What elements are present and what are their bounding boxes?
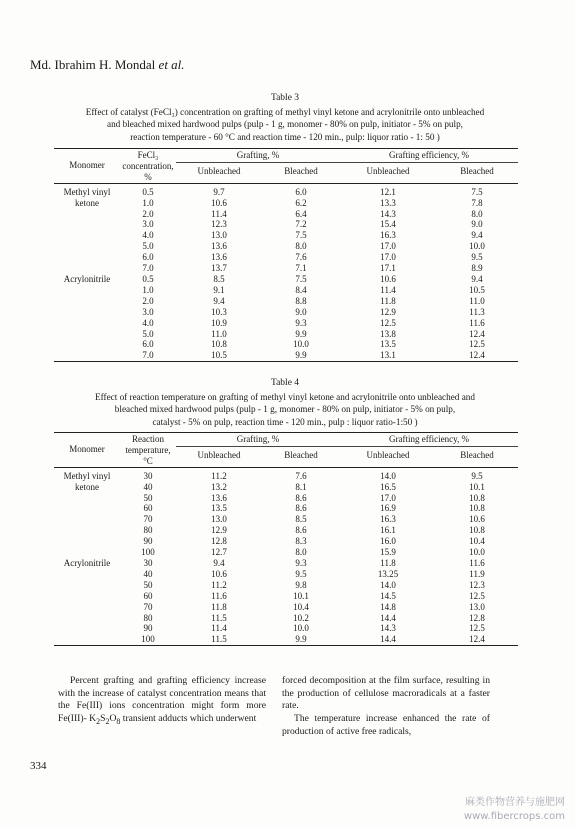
efficiency-unbleached-cell: 11.8 (380, 557, 396, 568)
body-column-left (58, 675, 266, 729)
monomer-header: Monomer (69, 444, 105, 455)
grafting-unbleached-cell: 10.9 (211, 317, 227, 328)
conc-cell: 2.0 (142, 208, 154, 219)
text-line: macroradicals at a faster rate. (282, 687, 490, 712)
grafting-bleached-cell: 8.5 (295, 514, 307, 525)
grafting-unbleached-cell: 9.4 (213, 557, 225, 568)
table-row (54, 329, 518, 340)
monomer-cell (54, 296, 120, 307)
running-head (30, 57, 185, 73)
grafting-unbleached-cell: 11.6 (211, 590, 227, 601)
efficiency-bleached-cell: 12.8 (469, 612, 485, 623)
table-row (54, 558, 518, 569)
grafting-unbleached-cell: 13.6 (211, 492, 227, 503)
monomer-cell (54, 230, 120, 241)
grafting-bleached-cell: 9.8 (295, 579, 307, 590)
efficiency-bleached-cell: 10.5 (469, 284, 485, 295)
author-name: Md. Ibrahim H. Mondal (30, 57, 156, 72)
table-row (54, 241, 518, 252)
conc-cell: 4.0 (142, 230, 154, 241)
grafting-bleached-cell: 10.4 (293, 601, 309, 612)
caption-line: Effect of reaction temperature on grafting of methyl vinyl ketone and acrylonitrile onto unbleached and (95, 391, 475, 402)
temp-header-line: Reaction (132, 434, 164, 444)
conc-cell: 7.0 (142, 263, 154, 274)
monomer-cell (54, 252, 120, 263)
monomer-cell (54, 602, 120, 613)
efficiency-unbleached-cell: 16.0 (380, 536, 396, 547)
efficiency-bleached-cell: 9.0 (471, 219, 483, 230)
monomer-cell (54, 350, 120, 361)
grafting-unbleached-cell: 10.3 (211, 306, 227, 317)
grafting-bleached-cell: 9.9 (295, 634, 307, 645)
conc-cell: 4.0 (142, 317, 154, 328)
unbleached-header: Unbleached (197, 165, 241, 176)
text-line: increase with the increase of catalyst (58, 675, 266, 699)
table-row (54, 274, 518, 285)
efficiency-header: Grafting efficiency, % (340, 149, 518, 163)
grafting-bleached-cell: 6.0 (295, 186, 307, 197)
efficiency-bleached-cell: 10.0 (469, 547, 485, 558)
text-line: Percent grafting and grafting efficiency (70, 675, 230, 686)
efficiency-unbleached-cell: 16.5 (380, 481, 396, 492)
efficiency-bleached-cell: 11.0 (469, 295, 485, 306)
efficiency-bleached-cell: 13.0 (469, 601, 485, 612)
grafting-bleached-cell: 10.0 (293, 339, 309, 350)
grafting-bleached-cell: 7.5 (295, 230, 307, 241)
grafting-bleached-cell: 8.3 (295, 536, 307, 547)
text-line: rate of production of active free radicals, (282, 713, 490, 737)
efficiency-unbleached-cell: 15.9 (380, 547, 396, 558)
table-row (54, 623, 518, 634)
grafting-unbleached-cell: 10.8 (211, 339, 227, 350)
monomer-cell (54, 318, 120, 329)
table3-caption (40, 92, 530, 143)
monomer-cell (54, 263, 120, 274)
conc-cell: 0.5 (142, 273, 154, 284)
table-row (54, 350, 518, 361)
grafting-bleached-cell: 10.2 (293, 612, 309, 623)
efficiency-unbleached-cell: 15.4 (380, 219, 396, 230)
grafting-unbleached-cell: 12.7 (211, 547, 227, 558)
unbleached-header: Unbleached (197, 449, 241, 460)
grafting-bleached-cell: 7.2 (295, 219, 307, 230)
efficiency-bleached-cell: 11.6 (469, 317, 485, 328)
table-row (54, 198, 518, 209)
table-row (54, 525, 518, 536)
conc-cell: 50 (143, 492, 153, 503)
grafting-bleached-cell: 6.2 (295, 197, 307, 208)
conc-cell: 90 (143, 536, 153, 547)
table-row (54, 514, 518, 525)
grafting-unbleached-cell: 12.3 (211, 219, 227, 230)
grafting-bleached-cell: 9.5 (295, 568, 307, 579)
table4-body (54, 467, 518, 646)
table-row (54, 634, 518, 645)
grafting-header: Grafting, % (176, 149, 340, 163)
efficiency-unbleached-cell: 17.0 (380, 252, 396, 263)
efficiency-bleached-cell: 12.4 (469, 634, 485, 645)
grafting-unbleached-cell: 10.5 (211, 350, 227, 361)
grafting-unbleached-cell: 9.4 (213, 295, 225, 306)
text-line: forced decomposition at the film surface, (282, 675, 443, 686)
grafting-unbleached-cell: 13.7 (211, 263, 227, 274)
conc-cell: 100 (141, 634, 155, 645)
text-line: concentration means that the Fe(III) ions (58, 687, 267, 712)
table-row (54, 482, 518, 493)
monomer-cell (54, 547, 120, 558)
paragraph (282, 675, 490, 713)
grafting-unbleached-cell: 10.6 (211, 197, 227, 208)
efficiency-unbleached-cell: 12.1 (380, 186, 396, 197)
paragraph (282, 713, 490, 738)
caption-line: bleached mixed hardwood pulps (pulp - 1 g, monomer - 80% on pulp, initiator - 5% on pulp, (114, 404, 456, 414)
efficiency-unbleached-cell: 12.9 (380, 306, 396, 317)
efficiency-unbleached-cell: 14.4 (380, 634, 396, 645)
conc-cell: 5.0 (142, 241, 154, 252)
table4-number: Table 4 (270, 378, 300, 388)
grafting-unbleached-cell: 11.2 (211, 579, 227, 590)
monomer-cell (54, 623, 120, 634)
efficiency-bleached-cell: 12.4 (469, 328, 485, 339)
efficiency-unbleached-cell: 14.5 (380, 590, 396, 601)
efficiency-bleached-cell: 10.8 (469, 492, 485, 503)
efficiency-unbleached-cell: 16.9 (380, 503, 396, 514)
grafting-bleached-cell: 9.0 (295, 306, 307, 317)
body-column-right (282, 675, 490, 739)
efficiency-bleached-cell: 11.6 (469, 557, 485, 568)
monomer-cell (54, 514, 120, 525)
monomer-cell (54, 285, 120, 296)
efficiency-bleached-cell: 10.6 (469, 514, 485, 525)
monomer-cell (54, 536, 120, 547)
efficiency-unbleached-cell: 14.0 (380, 470, 396, 481)
monomer-cell (54, 503, 120, 514)
conc-cell: 70 (143, 601, 153, 612)
watermark (464, 796, 565, 824)
table-row (54, 613, 518, 624)
grafting-bleached-cell: 7.1 (295, 263, 307, 274)
monomer-cell (54, 591, 120, 602)
table-row (54, 252, 518, 263)
table4-caption (40, 377, 530, 428)
efficiency-bleached-cell: 9.4 (471, 273, 483, 284)
grafting-unbleached-cell: 11.5 (211, 612, 227, 623)
bleached-header: Bleached (284, 165, 318, 176)
grafting-unbleached-cell: 11.0 (211, 328, 227, 339)
grafting-bleached-cell: 10.1 (293, 590, 309, 601)
table3 (54, 148, 518, 362)
grafting-bleached-cell: 8.8 (295, 295, 307, 306)
grafting-unbleached-cell: 11.4 (211, 623, 227, 634)
conc-cell: 3.0 (142, 306, 154, 317)
monomer-cell (54, 634, 120, 645)
conc-cell: 1.0 (142, 284, 154, 295)
efficiency-bleached-cell: 12.5 (469, 339, 485, 350)
caption-line: Effect of catalyst (FeCl₃) concentration on grafting of methyl vinyl ketone and acrylonitrile onto unbleached (85, 106, 485, 117)
grafting-bleached-cell: 7.6 (295, 470, 307, 481)
table-row (54, 467, 518, 481)
grafting-bleached-cell: 9.9 (295, 350, 307, 361)
grafting-bleached-cell: 9.3 (295, 317, 307, 328)
efficiency-bleached-cell: 7.8 (471, 197, 483, 208)
grafting-bleached-cell: 9.9 (295, 328, 307, 339)
grafting-bleached-cell: 9.3 (295, 557, 307, 568)
efficiency-unbleached-cell: 14.0 (380, 579, 396, 590)
bleached-header: Bleached (460, 449, 494, 460)
efficiency-unbleached-cell: 17.0 (380, 241, 396, 252)
grafting-unbleached-cell: 8.5 (213, 273, 225, 284)
efficiency-unbleached-cell: 12.5 (380, 317, 396, 328)
grafting-bleached-cell: 8.6 (295, 525, 307, 536)
conc-cell: 0.5 (142, 186, 154, 197)
temp-header-line: temperature, (125, 444, 171, 455)
caption-line: and bleached mixed hardwood pulps (pulp - 1 g, monomer - 80% on pulp, initiator - 5% on pulp, (107, 119, 463, 129)
bleached-header: Bleached (284, 449, 318, 460)
monomer-header: Monomer (69, 160, 105, 171)
grafting-unbleached-cell: 13.2 (211, 481, 227, 492)
grafting-bleached-cell: 10.0 (293, 623, 309, 634)
grafting-unbleached-cell: 11.2 (211, 470, 227, 481)
monomer-cell (54, 569, 120, 580)
efficiency-bleached-cell: 8.9 (471, 263, 483, 274)
grafting-unbleached-cell: 9.7 (213, 186, 225, 197)
efficiency-bleached-cell: 12.3 (469, 579, 485, 590)
caption-line: reaction temperature - 60 °C and reaction time - 120 min., pulp: liquor ratio - 1: 50 ) (130, 131, 440, 142)
monomer-cell: ketone (75, 481, 99, 492)
table-row (54, 318, 518, 329)
conc-cell: 70 (143, 514, 153, 525)
conc-header-line: concentration, (122, 160, 174, 171)
conc-cell: 30 (143, 557, 153, 568)
efficiency-unbleached-cell: 14.4 (380, 612, 396, 623)
grafting-unbleached-cell: 13.6 (211, 241, 227, 252)
table-row (54, 339, 518, 350)
conc-cell: 60 (143, 503, 153, 514)
text-line: concentration might form more Fe(III)- (58, 700, 267, 725)
grafting-bleached-cell: 8.1 (295, 481, 307, 492)
unbleached-header: Unbleached (366, 165, 410, 176)
efficiency-unbleached-cell: 14.3 (380, 208, 396, 219)
monomer-cell (54, 209, 120, 220)
efficiency-bleached-cell: 11.9 (469, 568, 485, 579)
conc-cell: 60 (143, 590, 153, 601)
unbleached-header: Unbleached (366, 449, 410, 460)
table-row (54, 219, 518, 230)
temp-header-line: °C (143, 455, 153, 466)
conc-cell: 2.0 (142, 295, 154, 306)
efficiency-bleached-cell: 10.8 (469, 503, 485, 514)
grafting-unbleached-cell: 10.6 (211, 568, 227, 579)
conc-cell: 1.0 (142, 197, 154, 208)
efficiency-unbleached-cell: 13.3 (380, 197, 396, 208)
monomer-cell (54, 307, 120, 318)
table-row (54, 183, 518, 197)
table3-number: Table 3 (270, 93, 300, 103)
monomer-cell (54, 219, 120, 230)
grafting-unbleached-cell: 9.1 (213, 284, 225, 295)
grafting-bleached-cell: 7.6 (295, 252, 307, 263)
table-row (54, 536, 518, 547)
text-line: The temperature increase enhanced the (294, 713, 457, 725)
grafting-unbleached-cell: 13.6 (211, 252, 227, 263)
conc-cell: 3.0 (142, 219, 154, 230)
grafting-unbleached-cell: 13.0 (211, 230, 227, 241)
bleached-header: Bleached (460, 165, 494, 176)
monomer-cell (54, 613, 120, 624)
conc-cell: 5.0 (142, 328, 154, 339)
table-row (54, 493, 518, 504)
table-row (54, 580, 518, 591)
table-row (54, 230, 518, 241)
grafting-bleached-cell: 8.4 (295, 284, 307, 295)
conc-cell: 6.0 (142, 252, 154, 263)
table-row (54, 307, 518, 318)
efficiency-unbleached-cell: 11.4 (380, 284, 396, 295)
grafting-unbleached-cell: 13.0 (211, 514, 227, 525)
grafting-bleached-cell: 8.6 (295, 492, 307, 503)
conc-cell: 50 (143, 579, 153, 590)
efficiency-bleached-cell: 9.5 (471, 252, 483, 263)
conc-cell: 80 (143, 525, 153, 536)
watermark-line: www.fibercrops.com (463, 811, 565, 822)
table-row (54, 209, 518, 220)
efficiency-unbleached-cell: 17.0 (380, 492, 396, 503)
efficiency-bleached-cell: 12.5 (469, 623, 485, 634)
grafting-unbleached-cell: 11.8 (211, 601, 227, 612)
page-number: 334 (30, 760, 47, 772)
text-line: transient adducts which underwent (120, 713, 257, 725)
monomer-cell: Methyl vinyl (63, 470, 111, 481)
monomer-cell: ketone (75, 197, 99, 208)
grafting-unbleached-cell: 13.5 (211, 503, 227, 514)
table-row (54, 569, 518, 580)
conc-header-line: FeCl₃ (137, 150, 159, 160)
table-row (54, 503, 518, 514)
efficiency-bleached-cell: 10.8 (469, 525, 485, 536)
efficiency-bleached-cell: 10.0 (469, 241, 485, 252)
efficiency-unbleached-cell: 14.3 (380, 623, 396, 634)
efficiency-bleached-cell: 9.5 (471, 470, 483, 481)
grafting-bleached-cell: 8.6 (295, 503, 307, 514)
monomer-cell: Methyl vinyl (63, 186, 111, 197)
efficiency-unbleached-cell: 13.8 (380, 328, 396, 339)
conc-cell: 40 (143, 481, 153, 492)
efficiency-bleached-cell: 10.4 (469, 536, 485, 547)
monomer-cell: Acrylonitrile (63, 273, 111, 284)
efficiency-unbleached-cell: 10.6 (380, 273, 396, 284)
et-al: et al. (158, 57, 185, 72)
table-row (54, 285, 518, 296)
grafting-bleached-cell: 8.0 (295, 241, 307, 252)
table-row (54, 591, 518, 602)
efficiency-unbleached-cell: 11.8 (380, 295, 396, 306)
efficiency-unbleached-cell: 16.3 (380, 230, 396, 241)
efficiency-unbleached-cell: 13.5 (380, 339, 396, 350)
efficiency-unbleached-cell: 17.1 (380, 263, 396, 274)
monomer-cell (54, 329, 120, 340)
caption-line: catalyst - 5% on pulp, reaction time - 120 min., pulp : liquor ratio-1:50 ) (152, 416, 418, 427)
table-row (54, 296, 518, 307)
watermark-line: 麻类作物营养与施肥网 (465, 797, 565, 808)
efficiency-unbleached-cell: 14.8 (380, 601, 396, 612)
concentration-header (120, 149, 176, 184)
grafting-bleached-cell: 6.4 (295, 208, 307, 219)
grafting-unbleached-cell: 12.8 (211, 536, 227, 547)
table-row (54, 547, 518, 558)
monomer-cell (54, 339, 120, 350)
conc-cell: 80 (143, 612, 153, 623)
paragraph (58, 675, 266, 729)
conc-header-line: % (144, 171, 152, 182)
conc-cell: 30 (143, 470, 153, 481)
grafting-header: Grafting, % (176, 433, 340, 447)
monomer-cell (54, 525, 120, 536)
table4 (54, 432, 518, 646)
conc-cell: 40 (143, 568, 153, 579)
table3-body (54, 183, 518, 362)
temperature-header (120, 433, 176, 468)
efficiency-header: Grafting efficiency, % (340, 433, 518, 447)
conc-cell: 100 (141, 547, 155, 558)
table-row (54, 602, 518, 613)
conc-cell: 6.0 (142, 339, 154, 350)
grafting-unbleached-cell: 12.9 (211, 525, 227, 536)
table-row (54, 263, 518, 274)
monomer-cell (54, 580, 120, 591)
efficiency-bleached-cell: 9.4 (471, 230, 483, 241)
grafting-unbleached-cell: 11.5 (211, 634, 227, 645)
grafting-bleached-cell: 8.0 (295, 547, 307, 558)
efficiency-unbleached-cell: 16.3 (380, 514, 396, 525)
text-line: resulting in the production of cellulose (282, 675, 491, 699)
efficiency-unbleached-cell: 16.1 (380, 525, 396, 536)
conc-cell: 7.0 (142, 350, 154, 361)
efficiency-bleached-cell: 11.3 (469, 306, 485, 317)
efficiency-unbleached-cell: 13.1 (380, 350, 396, 361)
efficiency-unbleached-cell: 13.25 (377, 568, 399, 579)
efficiency-bleached-cell: 8.0 (471, 208, 483, 219)
grafting-bleached-cell: 7.5 (295, 273, 307, 284)
monomer-cell: Acrylonitrile (63, 557, 111, 568)
monomer-cell (54, 493, 120, 504)
grafting-unbleached-cell: 11.4 (211, 208, 227, 219)
efficiency-bleached-cell: 7.5 (471, 186, 483, 197)
monomer-cell (54, 241, 120, 252)
efficiency-bleached-cell: 10.1 (469, 481, 485, 492)
chemical-formula: $K_2S_2O_8$ (89, 713, 121, 727)
efficiency-bleached-cell: 12.4 (469, 350, 485, 361)
conc-cell: 90 (143, 623, 153, 634)
efficiency-bleached-cell: 12.5 (469, 590, 485, 601)
